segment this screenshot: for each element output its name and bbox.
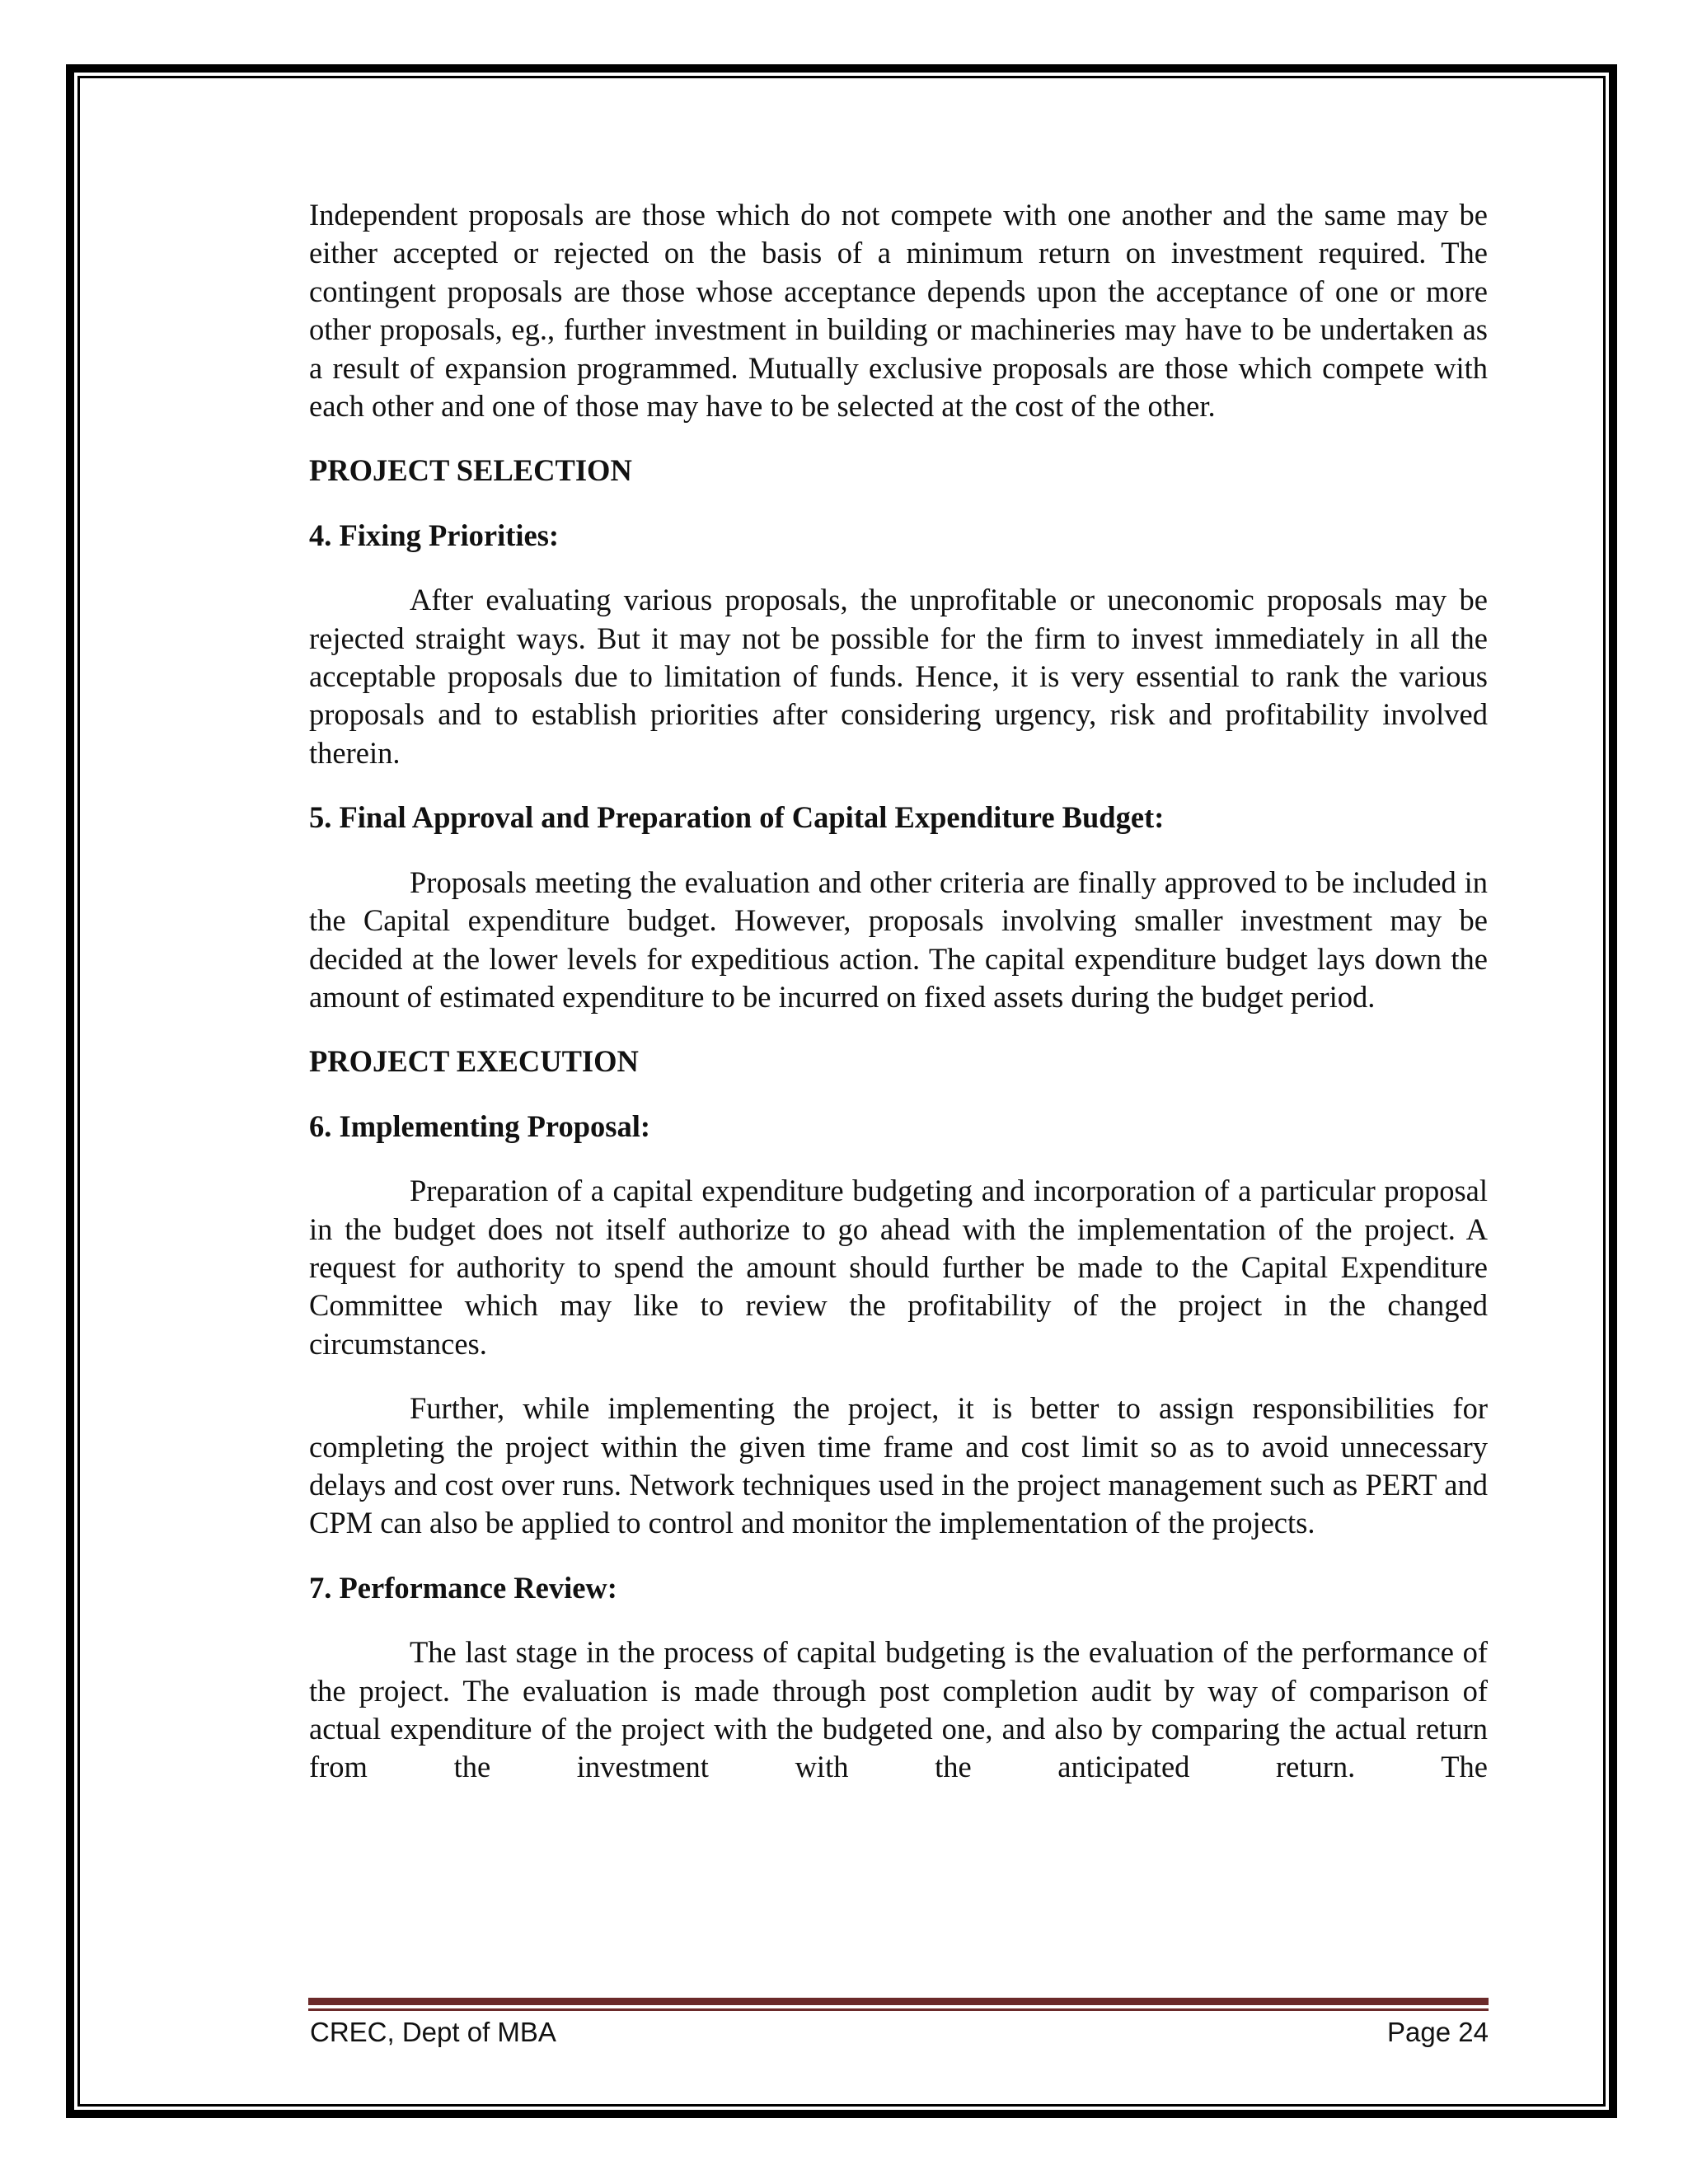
heading-performance-review: 7. Performance Review:	[309, 1570, 617, 1605]
paragraph-implementing-proposal: Preparation of a capital expenditure budgeting and incorporation of a particular proposal in the budget does not itself authorize to go ahead with the implementation of the project. A request for authority to spend the amount should further be made to the Capital Expenditure Committee which may like to review the profitability of the project in the changed circumstances.	[309, 1174, 1488, 1361]
page-footer	[310, 2013, 1489, 2051]
footer-department: CREC, Dept of MBA	[310, 2017, 556, 2047]
footer-rule-thick	[308, 1998, 1489, 2005]
paragraph-final-approval: Proposals meeting the evaluation and other criteria are finally approved to be included in the Capital expenditure budget. However, proposals involving smaller investment may be decided at the lower levels for expeditious action. The capital expenditure budget lays down the amount of estimated expenditure to be incurred on fixed assets during the budget period.	[309, 865, 1488, 1014]
heading-implementing-proposal: 6. Implementing Proposal:	[309, 1108, 651, 1143]
heading-project-execution: PROJECT EXECUTION	[309, 1044, 639, 1079]
footer-rule-thin	[308, 2008, 1489, 2011]
paragraph-performance-review: The last stage in the process of capital budgeting is the evaluation of the performance of the project. The evaluation is made through post completion audit by way of comparison of actual expenditure of the project with the budgeted one, and also by comparing the actual return from the investment with the anticipated return. The	[309, 1635, 1488, 1784]
paragraph-implementation-responsibilities: Further, while implementing the project, it is better to assign responsibilities for completing the project within the given time frame and cost limit so as to avoid unnecessary delays and cost over runs. Network techniques used in the project management such as PERT and CPM can also be applied to control and monitor the implementation of the projects.	[309, 1391, 1488, 1540]
paragraph-independent-proposals: Independent proposals are those which do not compete with one another and the same may be either accepted or rejected on the basis of a minimum return on investment required. The contingent proposals are those whose acceptance depends upon the acceptance of one or more other proposals, eg., further investment in building or machineries may have to be undertaken as a result of expansion programmed. Mutually exclusive proposals are those which compete with each other and one of those may have to be selected at the cost of the other.	[309, 198, 1488, 424]
heading-project-selection: PROJECT SELECTION	[309, 453, 632, 488]
footer-page-number: Page 24	[1387, 2017, 1489, 2047]
paragraph-fixing-priorities: After evaluating various proposals, the unprofitable or uneconomic proposals may be rejected straight ways. But it may not be possible for the firm to invest immediately in all the acceptable proposals due to limitation of funds. Hence, it is very essential to rank the various proposals and to establish priorities after considering urgency, risk and profitability involved therein.	[309, 583, 1488, 770]
heading-fixing-priorities: 4. Fixing Priorities:	[309, 518, 560, 552]
heading-final-approval: 5. Final Approval and Preparation of Capital Expenditure Budget:	[309, 800, 1165, 835]
document-body	[309, 196, 1488, 1813]
